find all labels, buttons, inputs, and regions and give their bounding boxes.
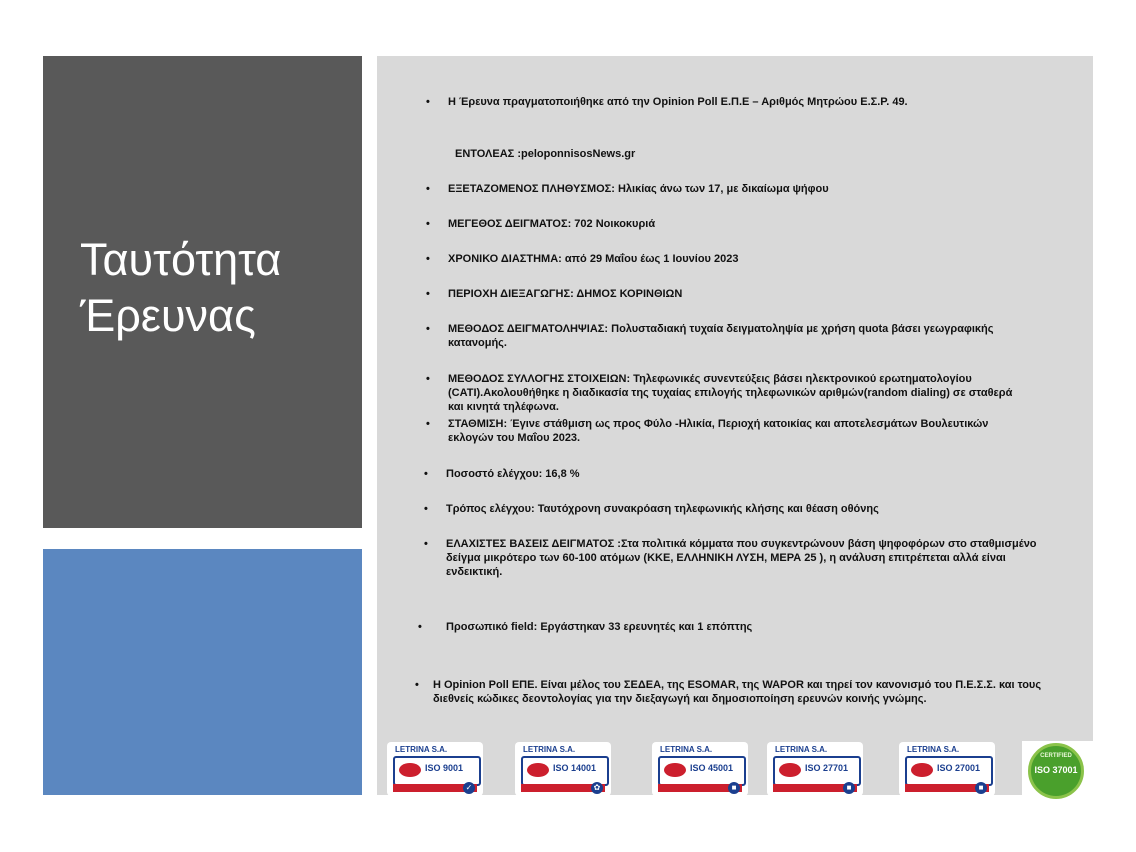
- list-item-text: ΕΝΤΟΛΕΑΣ :peloponnisosNews.gr: [455, 148, 636, 160]
- lock-icon: ■: [843, 782, 855, 794]
- certification-logo-icon: [527, 763, 549, 777]
- list-item: [455, 147, 1015, 161]
- slide-title-line2: Έρευνας: [80, 290, 256, 341]
- badge-standard: ISO 9001: [425, 763, 464, 773]
- check-icon: ✓: [463, 782, 475, 794]
- list-item-text: ΕΛΑΧΙΣΤΕΣ ΒΑΣΕΙΣ ΔΕΙΓΜΑΤΟΣ :Στα πολιτικά κόμματα που συγκεντρώνουν βάση ψηφοφόρων στο σταθμισμένο δείγμα μικρότερο των 60-100 ατόμων (ΚΚΕ, ΕΛΛΗΝΙΚΗ ΛΥΣΗ, ΜΕΡΑ 25 ), η ανάλυση επιτρέπεται αλλά είναι ενδεικτική.: [446, 538, 1037, 578]
- list-item: [426, 182, 1008, 196]
- iso-37001-seal: [1022, 741, 1094, 801]
- list-item: [415, 678, 1053, 706]
- list-item: [424, 467, 1021, 481]
- list-item: [426, 217, 1008, 231]
- badge-standard: ISO 27701: [805, 763, 849, 773]
- certification-logo-icon: [664, 763, 686, 777]
- list-item-text: Τρόπος ελέγχου: Ταυτόχρονη συνακρόαση τηλεφωνικής κλήσης και θέαση οθόνης: [446, 503, 879, 515]
- iso-14001-badge: [515, 742, 611, 796]
- list-item-text: ΧΡΟΝΙΚΟ ΔΙΑΣΤΗΜΑ: από 29 Μαΐου έως 1 Ιουνίου 2023: [448, 253, 739, 265]
- bullet: •: [415, 679, 419, 691]
- iso-45001-badge: [652, 742, 748, 796]
- bullet: •: [426, 288, 430, 300]
- lock-icon: ■: [975, 782, 987, 794]
- bullet: •: [426, 373, 430, 385]
- list-item: [426, 322, 1023, 350]
- badge-brand: LETRINA S.A.: [395, 745, 448, 754]
- shield-icon: ■: [728, 782, 740, 794]
- iso-27001-badge: [899, 742, 995, 796]
- bullet: •: [418, 621, 422, 633]
- badge-brand: LETRINA S.A.: [775, 745, 828, 754]
- badge-brand: LETRINA S.A.: [660, 745, 713, 754]
- badge-standard: ISO 27001: [937, 763, 981, 773]
- bullet: •: [424, 503, 428, 515]
- list-item-text: ΜΕΘΟΔΟΣ ΔΕΙΓΜΑΤΟΛΗΨΙΑΣ: Πολυσταδιακή τυχαία δειγματοληψία με χρήση quota βάσει γεωγραφικής κατανομής.: [448, 323, 994, 349]
- list-item: [424, 502, 1021, 516]
- certification-logo-icon: [911, 763, 933, 777]
- certification-logo-icon: [399, 763, 421, 777]
- iso-9001-badge: [387, 742, 483, 796]
- list-item-text: Η Opinion Poll ΕΠΕ. Είναι μέλος του ΣΕΔΕΑ, της ESOMAR, της WAPOR και τηρεί τον κανονισμό του Π.Ε.Σ.Σ. και τους διεθνείς κώδικες δεοντολογίας για την διεξαγωγή και δημοσιοποίηση ερευνών κοινής γνώμης.: [433, 679, 1042, 705]
- bullet: •: [426, 323, 430, 335]
- list-item: [426, 95, 1008, 109]
- bullet: •: [426, 253, 430, 265]
- list-item-text: Η Έρευνα πραγματοποιήθηκε από την Opinion Poll Ε.Π.Ε – Αριθμός Μητρώου Ε.Σ.Ρ. 49.: [448, 96, 908, 108]
- bullet: •: [426, 96, 430, 108]
- list-item-text: ΕΞΕΤΑΖΟΜΕΝΟΣ ΠΛΗΘΥΣΜΟΣ: Ηλικίας άνω των 17, με δικαίωμα ψήφου: [448, 183, 829, 195]
- list-item: [426, 372, 1023, 414]
- badge-brand: LETRINA S.A.: [523, 745, 576, 754]
- list-item-text: ΠΕΡΙΟΧΗ ΔΙΕΞΑΓΩΓΗΣ: ΔΗΜΟΣ ΚΟΡΙΝΘΙΩΝ: [448, 288, 683, 300]
- list-item-text: ΜΕΘΟΔΟΣ ΣΥΛΛΟΓΗΣ ΣΤΟΙΧΕΙΩΝ: Τηλεφωνικές συνεντεύξεις βάσει ηλεκτρονικού ερωτηματολογίου (CATI).Ακολουθήθηκε η διαδικασία της τυχαίας επιλογής τηλεφωνικών αριθμών(random dialing) σε σταθερά και κινητά τηλέφωνα.: [448, 373, 1013, 413]
- leaf-icon: ✿: [591, 782, 603, 794]
- list-item-text: ΜΕΓΕΘΟΣ ΔΕΙΓΜΑΤΟΣ: 702 Νοικοκυριά: [448, 218, 656, 230]
- decorative-blue-panel: [43, 549, 362, 795]
- seal-standard: ISO 37001: [1034, 765, 1078, 775]
- list-item-text: Ποσοστό ελέγχου: 16,8 %: [446, 468, 580, 480]
- list-item: [418, 620, 1021, 634]
- badge-standard: ISO 14001: [553, 763, 597, 773]
- certification-logo-icon: [779, 763, 801, 777]
- bullet: •: [424, 468, 428, 480]
- seal-caption: CERTIFIED: [1040, 753, 1072, 759]
- bullet: •: [424, 538, 428, 550]
- list-item: [426, 252, 1008, 266]
- bullet: •: [426, 418, 430, 430]
- iso-27701-badge: [767, 742, 863, 796]
- bullet: •: [426, 183, 430, 195]
- badge-brand: LETRINA S.A.: [907, 745, 960, 754]
- slide-title: [80, 232, 281, 344]
- slide-title-line1: Ταυτότητα: [80, 234, 282, 285]
- bullet: •: [426, 218, 430, 230]
- list-item-text: ΣΤΑΘΜΙΣΗ: Έγινε στάθμιση ως προς Φύλο -Ηλικία, Περιοχή κατοικίας και αποτελεσμάτων Βουλευτικών εκλογών του Μαΐου 2023.: [448, 418, 989, 444]
- list-item-text: Προσωπικό field: Εργάστηκαν 33 ερευνητές και 1 επόπτης: [446, 621, 753, 633]
- list-item: [424, 537, 1056, 579]
- list-item: [426, 417, 1023, 445]
- badge-standard: ISO 45001: [690, 763, 734, 773]
- list-item: [426, 287, 1008, 301]
